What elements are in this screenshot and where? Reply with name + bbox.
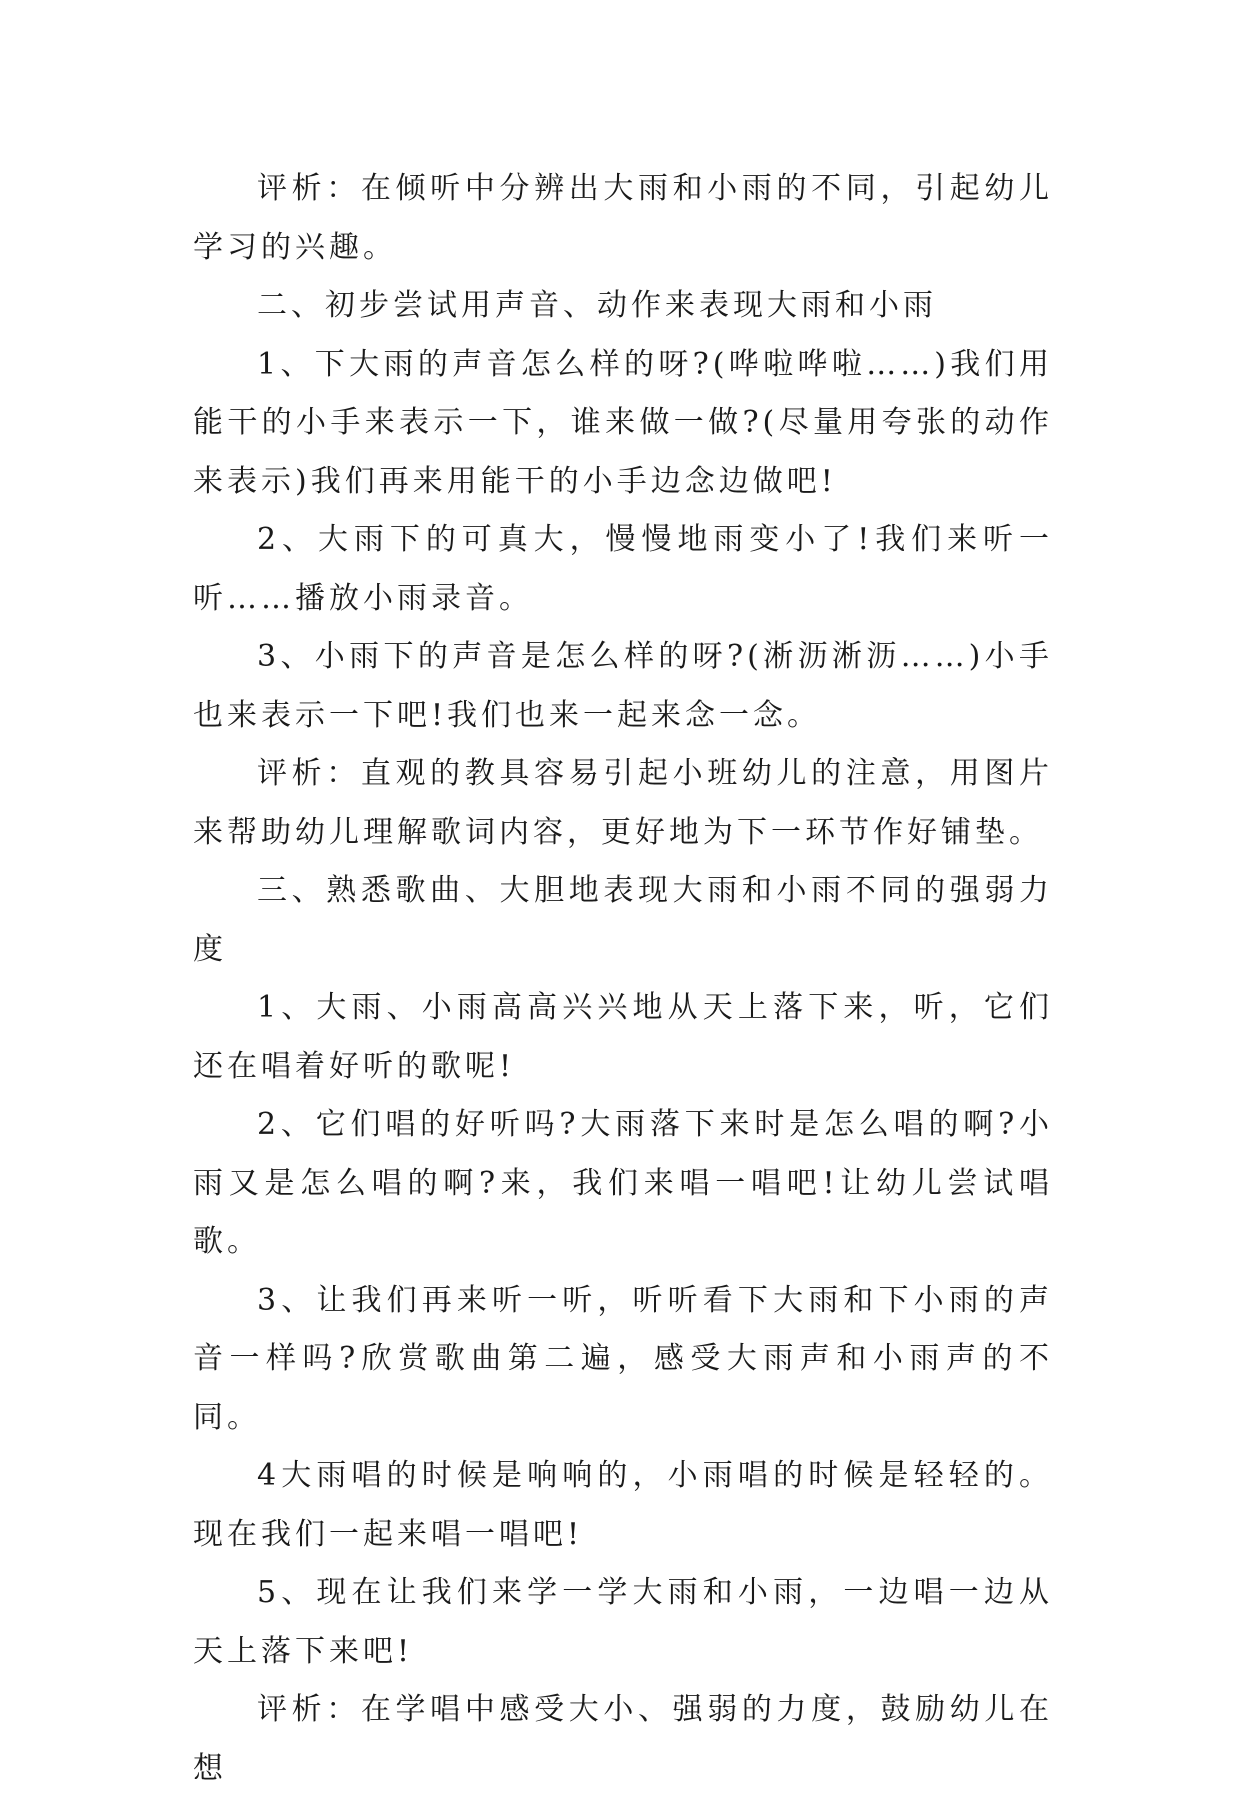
paragraph-step-2-1: 1、下大雨的声音怎么样的呀?(哗啦哗啦……)我们用能干的小手来表示一下，谁来做一做?(尽量用夸张的动作来表示)我们再来用能干的小手边念边做吧! — [193, 346, 1053, 499]
paragraph-step-3-5: 5、现在让我们来学一学大雨和小雨，一边唱一边从天上落下来吧! — [193, 1575, 1053, 1669]
paragraph-commentary-2: 评析：直观的教具容易引起小班幼儿的注意，用图片来帮助幼儿理解歌词内容，更好地为下一环节作好铺垫。 — [193, 756, 1053, 850]
document-body — [193, 160, 1053, 1798]
section-heading-3: 三、熟悉歌曲、大胆地表现大雨和小雨不同的强弱力度 — [193, 873, 1053, 967]
paragraph-commentary-1: 评析：在倾听中分辨出大雨和小雨的不同，引起幼儿学习的兴趣。 — [193, 171, 1053, 265]
paragraph-step-2-2: 2、大雨下的可真大，慢慢地雨变小了!我们来听一听……播放小雨录音。 — [193, 522, 1053, 616]
paragraph-step-3-4: 4大雨唱的时候是响响的，小雨唱的时候是轻轻的。现在我们一起来唱一唱吧! — [193, 1458, 1053, 1552]
paragraph-commentary-3: 评析：在学唱中感受大小、强弱的力度，鼓励幼儿在想 — [193, 1692, 1053, 1786]
paragraph-step-2-3: 3、小雨下的声音是怎么样的呀?(淅沥淅沥……)小手也来表示一下吧!我们也来一起来念一念。 — [193, 639, 1053, 733]
section-heading-2: 二、初步尝试用声音、动作来表现大雨和小雨 — [257, 288, 937, 323]
paragraph-step-3-3: 3、让我们再来听一听，听听看下大雨和下小雨的声音一样吗?欣赏歌曲第二遍，感受大雨声和小雨声的不同。 — [193, 1282, 1053, 1435]
paragraph-step-3-1: 1、大雨、小雨高高兴兴地从天上落下来，听，它们还在唱着好听的歌呢! — [193, 990, 1053, 1084]
paragraph-step-3-2: 2、它们唱的好听吗?大雨落下来时是怎么唱的啊?小雨又是怎么唱的啊?来，我们来唱一唱吧!让幼儿尝试唱歌。 — [193, 1107, 1053, 1259]
